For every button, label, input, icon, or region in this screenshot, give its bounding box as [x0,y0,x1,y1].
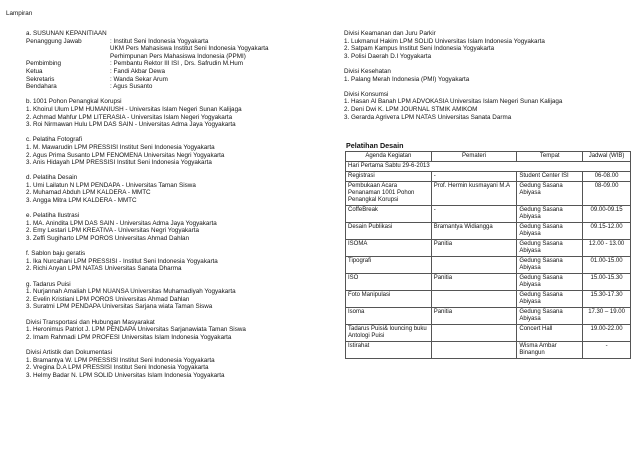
list-item: 3. Gerarda Agrivета LPM NATAS Universitas Sanata Darma [344,113,512,121]
schedule-day-row [346,162,631,172]
cell-agenda: Desain Publikasi [346,223,432,240]
list-item: 1. Lukmanul Hakim LPM SOLID Universitas Islam Indonesia Yogyakarta [344,37,545,45]
cell-pemateri: Bramantya Widiangga [431,223,517,240]
cell-jadwal: 09.00-09.15 [583,206,631,223]
panitia-role [26,53,110,61]
section-heading: Divisi Kesehatan [344,67,391,75]
list-item: 3. Polisi Daerah D.I Yogyakarta [344,52,432,60]
col-header-pemateri: Pemateri [431,152,517,162]
section-heading: e. Pelatiha Ilustrasi [26,212,80,220]
list-item: 1. M. Mawarudin LPM PRESSISI Institut Seni Indonesia Yogyakarta [26,143,215,151]
cell-pemateri: Panitia [431,308,517,325]
cell-pemateri: - [431,172,517,182]
schedule-row [346,223,631,240]
cell-pemateri: Panitia [431,240,517,257]
section-heading: c. Pelatiha Fotografi [26,136,83,144]
cell-tempat: Student Center ISI [517,172,583,182]
panitia-row [26,60,326,68]
panitia-role: Ketua [26,67,43,75]
list-item: 2. Satpam Kampus Institut Seni Indonesia Yogyakarta [344,45,495,53]
cell-tempat: Gedung Sasana Abiyasa [517,223,583,240]
cell-jadwal: 09.15-12.00 [583,223,631,240]
panitia-name: UKM Pers Mahasiswa Institut Seni Indonesia Yogyakarta [110,45,269,53]
cell-jadwal: 01.00-15.00 [583,257,631,274]
schedule-row [346,325,631,342]
list-item: 3. Suratmi LPM PENDAPA Universitas Sarjana wiata Taman Siswa [26,303,213,311]
list-item: 3. Anis Hidayah LPM PRESSISI Institut Seni Indonesia Yogyakarta [26,159,212,167]
cell-tempat: Gedung Sasana Abiyasa [517,240,583,257]
section-heading: Divisi Transportasi dan Hubungan Masyarakat [26,318,155,326]
panitia-row [26,68,326,76]
spacer [26,243,326,251]
list-item: 3. Angga Mitra LPM KALDERA - MMTC [26,197,137,205]
list-item: 1. Palang Merah Indonesia (PMI) Yogyakarta [344,75,470,83]
list-item: 2. Evelin Kristiani LPM POROS Universitas Ahmad Dahlan [26,295,190,303]
col-header-jadwal: Jadwal (WIB) [583,152,631,162]
panitia-name: : Pembantu Rektor III ISI , Drs. Safrudin M.Hum [110,60,243,68]
panitia-name: Perhimpunan Pers Mahasiswa Indonesia (PPMI) [110,52,246,60]
schedule-row [346,240,631,257]
schedule-header-row [346,152,631,162]
cell-agenda: CoffeBreak [346,206,432,223]
list-item: 3. Roi Nirmawan Hulu LPM DAS SAIN - Universitas Adma Jaya Yogyakarta [26,121,236,129]
schedule-row [346,257,631,274]
section-heading: d. Pelatiha Desain [26,174,78,182]
list-item: 1. Heronimus Patriot J. LPM PENDAPA Universitas Sarjanawiata Taman Siswa [26,326,246,334]
cell-tempat: Concert Hall [517,325,583,342]
schedule-table [345,151,631,359]
cell-tempat: Gedung Sasana Abiyasa [517,291,583,308]
list-item: 1. Nurjannah Amaliah LPM NUANSA Universitas Muhamadiyah Yogyakarta [26,288,236,296]
cell-pemateri [431,291,517,308]
panitia-role: Sekretaris [26,75,55,83]
list-item: 3. Zeffi Sugiharto LPM POROS Universitas Ahmad Dahlan [26,235,189,243]
cell-agenda: Isoma [346,308,432,325]
panitia-name: : Agus Susanto [110,83,153,91]
spacer [344,60,634,68]
panitia-row [26,83,326,91]
cell-agenda: Registrasi [346,172,432,182]
list-item: 1. Khoirul Ulum LPM HUMANIUSH - Universitas Islam Negeri Sunan Kalijaga [26,105,242,113]
cell-pemateri [431,257,517,274]
schedule-row [346,342,631,359]
cell-pemateri [431,342,517,359]
section-heading: b. 1001 Pohon Penangkal Korupsi [26,98,122,106]
left-sections [26,91,326,380]
cell-tempat: Wisma Ambar Binangun [517,342,583,359]
day-label: Hari Pertama Sabtu 29-6-2013 [346,162,631,172]
cell-tempat: Gedung Sasana Abiyasa [517,182,583,206]
spacer [26,129,326,137]
cell-tempat: Gedung Sasana Abiyasa [517,274,583,291]
panitia-role: Penanggung Jawab [26,37,82,45]
spacer [26,205,326,213]
spacer [26,273,326,281]
list-item: 2. Imam Rahmadi LPM PROFESI Universitas Islam Indonesia Yogyakarta [26,333,232,341]
list-item: 2. Emy Lestari LPM KREATIVA - Universitas Negri Yogyakarta [26,227,199,235]
schedule-row [346,274,631,291]
cell-pemateri: Panitia [431,274,517,291]
cell-jadwal: 12.00 - 13.00 [583,240,631,257]
list-item: 1. Hasan Al Banah LPM ADVOKASIA Universitas Islam Negeri Sunan Kalijaga [344,98,563,106]
section-heading: Divisi Artistik dan Dokumentasi [26,348,113,356]
cell-agenda: Tipografi [346,257,432,274]
cell-jadwal: 15.30-17.30 [583,291,631,308]
section-heading: f. Sablon baju geratis [26,250,86,258]
right-sections [344,30,634,121]
panitia-name: : Institut Seni Indonesia Yogyakarta [110,37,209,45]
cell-pemateri [431,325,517,342]
list-item: 2. Vregina D.A LPM PRESSISI Institut Seni Indonesia Yogyakarta [26,364,209,372]
panitia-row [26,45,326,53]
left-column [26,30,326,379]
schedule-heading: Pelatihan Desain [346,141,404,150]
spacer [344,83,634,91]
cell-agenda: Tadarus Puisi& louncing buku Antologi Puisi [346,325,432,342]
cell-tempat: Gedung Sasana Abiyasa [517,308,583,325]
panitia-name: : Wanda Sekar Arum [110,75,168,83]
cell-agenda: Pembukaan Acara Penanaman 1001 Pohon Penangkal Korupsi [346,182,432,206]
section-heading: g. Tadarus Puisi [26,280,71,288]
list-item: 1. MA. Anindita LPM DAS SAIN - Universitas Adma Jaya Yogyakarta [26,219,217,227]
cell-jadwal: 06-08.00 [583,172,631,182]
cell-agenda: Foto Manipulasi [346,291,432,308]
spacer [26,91,326,99]
cell-jadwal: 08-09.00 [583,182,631,206]
panitia-list [26,38,326,91]
schedule-row [346,291,631,308]
list-item: 1. Ika Nurcahani LPM PRESSISI - Institut Seni Indonesia Yogyakarta [26,257,218,265]
list-item: 1. Umi Lailatun N LPM PENDAPA - Universitas Taman Siswa [26,181,196,189]
cell-agenda: ISO [346,274,432,291]
panitia-heading: a. SUSUNAN KEPANITIAAN [26,30,107,37]
list-item: 2. Richi Anyan LPM NATAS Universitas Sanata Dharma [26,265,182,273]
cell-pemateri: Prof. Hermin kusmayani M.A [431,182,517,206]
list-item: 3. Helmy Badar N. LPM SOLID Universitas Islam Indonesia Yogyakarta [26,371,225,379]
cell-jadwal: 17.30 – 19.00 [583,308,631,325]
panitia-row [26,38,326,46]
col-header-agenda: Agenda Kegiatan [346,152,432,162]
list-item: 2. Deni Dwi K. LPM JOURNAL STMIK AMIKOM [344,105,478,113]
list-item: 2. Agus Prima Susanto LPM FENOMENA Universitas Negri Yogyakarta [26,151,225,159]
panitia-role: Bendahara [26,83,57,91]
cell-pemateri: - [431,206,517,223]
panitia-name: : Fandi Akbar Dewa [110,67,165,75]
cell-jadwal: - [583,342,631,359]
section-heading: Divisi Konsumsi [344,90,389,98]
spacer [26,311,326,319]
col-header-tempat: Tempat [517,152,583,162]
panitia-row [26,53,326,61]
panitia-row [26,76,326,84]
schedule-row [346,182,631,206]
cell-agenda: Istirahat [346,342,432,359]
page-title: Lampiran [6,10,33,17]
schedule-row [346,206,631,223]
cell-agenda: ISOMA [346,240,432,257]
list-item: 2. Muhamad Abduh LPM KALDERA - MMTC [26,189,151,197]
list-item: 2. Achmad Mahfur LPM LITERASIA - Universitas Islam Negeri Yogyakarta [26,113,233,121]
list-item: 1. Bramantya W. LPM PRESSISI Institut Seni Indonesia Yogyakarta [26,356,215,364]
section-heading: Divisi Keamanan dan Juru Parkir [344,30,436,37]
panitia-role: Pembimbing [26,60,61,68]
spacer [26,341,326,349]
schedule-row [346,172,631,182]
right-column [344,30,634,121]
schedule-row [346,308,631,325]
cell-tempat: Gedung Sasana Abiyasa [517,257,583,274]
spacer [26,167,326,175]
panitia-role [26,45,110,53]
cell-tempat: Gedung Sasana Abiyasa [517,206,583,223]
cell-jadwal: 19.00-22.00 [583,325,631,342]
cell-jadwal: 15.00-15.30 [583,274,631,291]
